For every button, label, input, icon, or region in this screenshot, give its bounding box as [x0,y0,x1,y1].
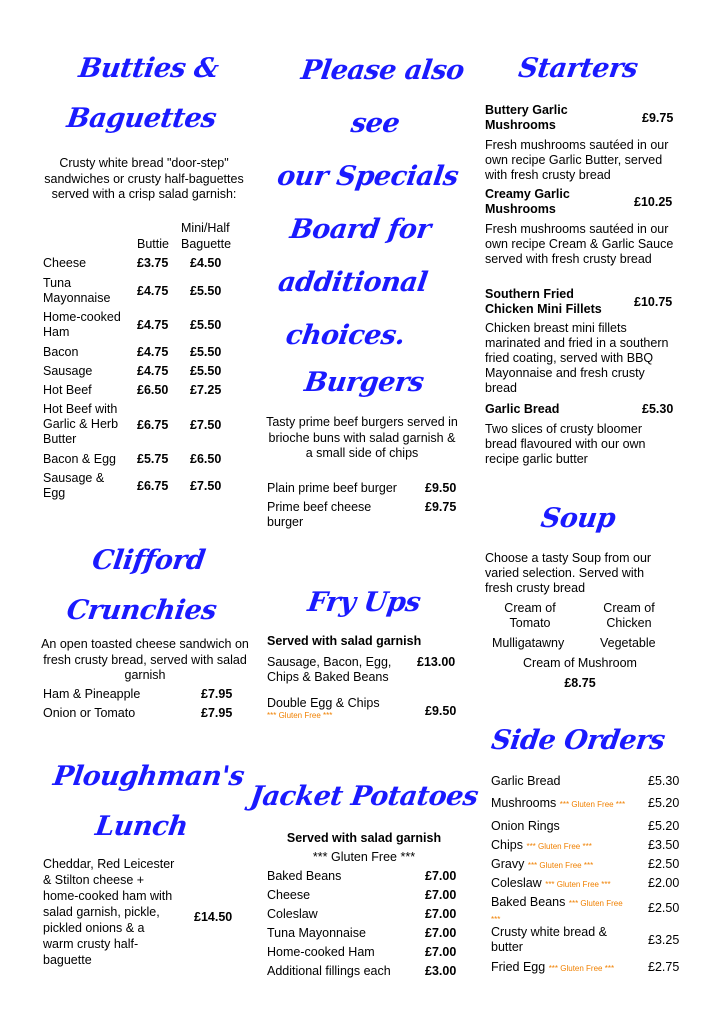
gluten-free-note: *** Gluten Free *** [545,880,611,889]
list-item: Gravy *** Gluten Free *** [491,857,594,871]
list-item: Tuna Mayonnaise [267,926,366,940]
list-item: Fried Egg *** Gluten Free *** [491,960,615,974]
col-baguette-header: Baguette [181,237,232,251]
item-price: £10.75 [634,295,673,309]
ploughmans-heading: Ploughman's Lunch [51,761,246,842]
item-price: £7.95 [201,706,233,720]
baguette-price: £5.50 [190,318,222,332]
buttie-price: £6.75 [137,479,169,493]
list-item: Cheese [267,888,311,902]
buttie-price: £4.75 [137,345,169,359]
gluten-free-note: *** Gluten Free *** [491,899,623,924]
burgers-description: Tasty prime beef burgers served in brioche buns with salad garnish & a small side of chips [266,415,458,460]
list-item: Bacon & Egg [43,452,116,466]
list-item: Bacon [43,345,79,359]
soup-heading: Soup [538,503,618,534]
list-item: Sausage [43,364,93,378]
list-item: Plain prime beef burger [267,481,397,495]
list-item: Coleslaw *** Gluten Free *** [491,876,611,890]
item-price: £9.50 [425,704,457,718]
baguette-price: £7.50 [190,418,222,432]
specials-note: Please also see our Specials Board for additional choices. [275,55,467,351]
soup-description: Choose a tasty Soup from our varied selection. Served with fresh crusty bread [485,551,652,595]
list-item: Garlic Bread [491,774,561,788]
item-price: £2.75 [648,960,680,974]
item-price: £5.30 [642,402,674,416]
jacket-subtitle: Served with salad garnish [286,831,442,845]
list-item: Mushrooms *** Gluten Free *** [491,796,626,810]
fryups-subtitle: Served with salad garnish [267,634,422,648]
list-item: Hot Beef with Garlic & Herb Butter [43,402,119,446]
jacket-gluten-note: *** Gluten Free *** [312,850,416,864]
butties-heading: Butties & Baguettes [64,53,221,134]
fryups-heading: Fry Ups [305,587,423,618]
soup-option: Cream of Chicken [603,601,655,630]
list-item: Home-cooked Ham [267,945,375,959]
list-item: Crusty white bread & butter [491,925,608,954]
list-item: Buttery Garlic Mushrooms [485,103,568,132]
baguette-price: £6.50 [190,452,222,466]
buttie-price: £6.50 [137,383,169,397]
ploughmans-description: Cheddar, Red Leicester & Stilton cheese + home-cooked ham with salad garnish, pickle, pickled onions & a warm crusty half-baguette [43,857,175,967]
item-price: £9.75 [425,500,457,514]
gluten-free-note: *** Gluten Free *** [527,861,594,870]
list-item: Southern Fried Chicken Mini Fillets [485,287,602,316]
list-item: Prime beef cheese burger [267,500,372,529]
item-price: £3.50 [648,838,680,852]
item-price: £9.50 [425,481,457,495]
butties-description: Crusty white bread "door-step" sandwiches or crusty half-baguettes served with a crisp salad garnish: [44,156,244,201]
item-price: £5.30 [648,774,680,788]
buttie-price: £3.75 [137,256,169,270]
buttie-price: £6.75 [137,418,169,432]
item-price: £2.00 [648,876,680,890]
gluten-free-note: *** Gluten Free *** [559,800,626,809]
list-item: Garlic Bread [485,402,560,416]
gluten-free-note: *** Gluten Free *** [548,964,615,973]
list-item: Additional fillings each [267,964,391,978]
item-price: £7.00 [425,926,457,940]
col-buttie-header: Buttie [137,237,169,251]
sides-heading: Side Orders [489,725,667,756]
item-price: £3.00 [425,964,457,978]
list-item: Double Egg & Chips [267,696,380,710]
list-item: Sausage, Bacon, Egg, Chips & Baked Beans [267,655,392,684]
list-item: Onion Rings [491,819,560,833]
gluten-free-note: *** Gluten Free *** [267,711,333,720]
item-price: £13.00 [417,655,456,669]
list-item: Hot Beef [43,383,92,397]
item-price: £7.00 [425,888,457,902]
list-item: Onion or Tomato [43,706,136,720]
item-price: £10.25 [634,195,673,209]
list-item: Sausage & Egg [43,471,105,500]
item-price: £2.50 [648,901,680,915]
baguette-price: £5.50 [190,345,222,359]
buttie-price: £4.75 [137,284,169,298]
list-item: Baked Beans [267,869,342,883]
baguette-price: £4.50 [190,256,222,270]
list-item: Coleslaw [267,907,318,921]
item-description: Fresh mushrooms sautéed in our own recipe Cream & Garlic Sauce served with fresh crusty bread [485,222,674,266]
baguette-price: £7.25 [190,383,222,397]
item-price: £7.00 [425,869,457,883]
list-item: Tuna Mayonnaise [43,276,111,305]
clifford-heading: Clifford Crunchies [64,545,219,626]
item-price: £7.95 [201,687,233,701]
col-mini-header: Mini/Half [181,221,230,235]
item-description: Chicken breast mini fillets marinated and fried in a southern fried coating, served with BBQ Mayonnaise and fresh crusty bread [485,321,669,395]
soup-option: Mulligatawny [492,636,565,650]
item-price: £7.00 [425,907,457,921]
soup-option: Cream of Mushroom [523,656,637,670]
buttie-price: £5.75 [137,452,169,466]
clifford-description: An open toasted cheese sandwich on fresh crusty bread, served with salad garnish [41,637,249,682]
list-item: Creamy Garlic Mushrooms [485,187,570,216]
jacket-heading: Jacket Potatoes [248,781,480,812]
soup-option: Cream of Tomato [504,601,556,630]
baguette-price: £5.50 [190,364,222,378]
soup-price: £8.75 [564,676,596,690]
list-item: Home-cooked Ham [43,310,121,339]
soup-option: Vegetable [600,636,656,650]
item-description: Fresh mushrooms sautéed in our own recipe Garlic Butter, served with fresh crusty bread [485,138,669,182]
baguette-price: £5.50 [190,284,222,298]
gluten-free-note: *** Gluten Free *** [526,842,592,851]
buttie-price: £4.75 [137,318,169,332]
item-price: £5.20 [648,819,680,833]
item-price: £9.75 [642,111,674,125]
baguette-price: £7.50 [190,479,222,493]
item-price: £7.00 [425,945,457,959]
burgers-heading: Burgers [302,367,426,398]
item-price: £3.25 [648,933,680,947]
list-item: Chips *** Gluten Free *** [491,838,592,852]
list-item: Ham & Pineapple [43,687,141,701]
item-price: £5.20 [648,796,680,810]
list-item: Cheese [43,256,87,270]
ploughmans-price: £14.50 [194,910,233,924]
buttie-price: £4.75 [137,364,169,378]
item-price: £2.50 [648,857,680,871]
item-description: Two slices of crusty bloomer bread flavoured with our own recipe garlic butter [485,422,646,466]
list-item: Baked Beans *** Gluten Free *** [491,895,623,924]
starters-heading: Starters [516,53,640,84]
